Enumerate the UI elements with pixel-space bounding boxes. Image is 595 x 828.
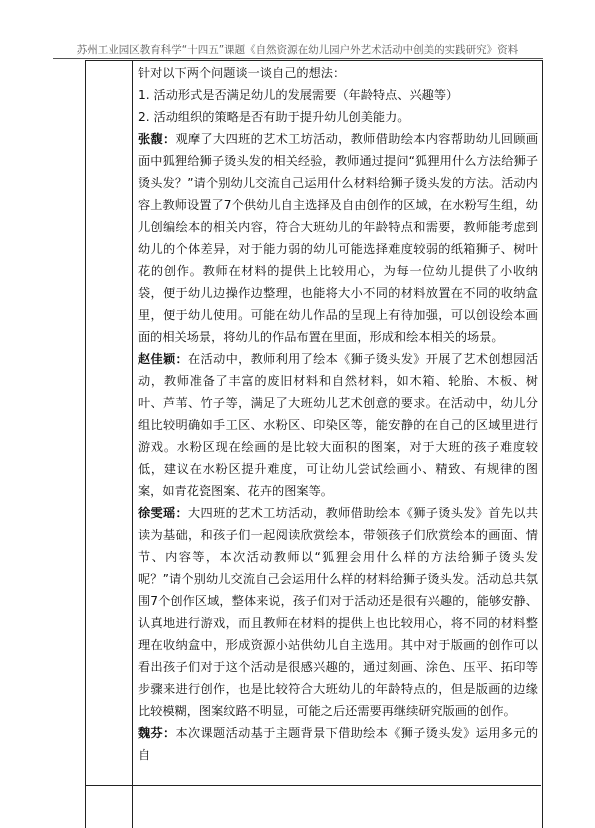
prompt-intro: 针对以下两个问题谈一谈自己的想法： bbox=[138, 66, 346, 80]
comment-paragraph bbox=[138, 722, 538, 766]
comment-text: 大四班的艺术工坊活动，教师借助绘本《狮子烫头发》首先以共读为基础，和孩子们一起阅读欣赏绘本，带领孩子们欣赏绘本的画面、情节、内容等，本次活动教师以“狐狸会用什么样的方法给狮子烫头发呢？”请个别幼儿交流自己会运用什么样的材料给狮子烫头发。活动总共氛围7个创作区域，整体来说，孩子们对于活动还是很有兴趣的，能够安静、认真地进行游戏，而且教师在材料的提供上也比较用心，将不同的材料整理在收纳盒中，形成资源小站供幼儿自主选用。其中对于版画的创作可以看出孩子们对于这个活动是很感兴趣的，通过刻画、涂色、压平、拓印等步骤来进行创作，也是比较符合大班幼儿的年龄特点的，但是版画的边缘比较模糊，图案纹路不明显，可能之后还需要再继续研究版画的创作。 bbox=[138, 506, 539, 718]
comment-paragraph bbox=[138, 128, 538, 348]
header-rule bbox=[53, 58, 543, 59]
comment-paragraph bbox=[138, 502, 538, 722]
speaker-name: 赵佳颖： bbox=[138, 352, 189, 366]
prompt-question-2: 2. 活动组织的策略是否有助于提升幼儿创美能力。 bbox=[138, 110, 410, 124]
comment-text: 观摩了大四班的艺术工坊活动，教师借助绘本内容帮助幼儿回顾画面中狐狸给狮子烫头发的相关经验，教师通过提问“狐狸用什么方法给狮子烫头发？”请个别幼儿交流自己运用什么材料给狮子烫头发的方法。活动内容上教师设置了7个供幼儿自主选择及自由创作的区域，在水粉写生组，幼儿创编绘本的相关内容，符合大班幼儿的年龄特点和需要，教师能考虑到幼儿的个体差异，对于能力弱的幼儿可能选择难度较弱的纸箱狮子、树叶花的创作。教师在材料的提供上比较用心，为每一位幼儿提供了小收纳袋，便于幼儿边操作边整理，也能将大小不同的材料放置在不同的收纳盒里，便于幼儿使用。可能在幼儿作品的呈现上有待加强，可以创设绘本画面的相关场景，将幼儿的作品布置在里面，形成和绘本相关的场景。 bbox=[138, 132, 539, 344]
speaker-name: 张馥： bbox=[138, 132, 176, 146]
document-header: 苏州工业园区教育科学“十四五”课题《自然资源在幼儿园户外艺术活动中创美的实践研究》资料 bbox=[76, 44, 519, 56]
comment-text: 在活动中，教师利用了绘本《狮子烫头发》开展了艺术创想园活动，教师准备了丰富的废旧材料和自然材料，如木箱、轮胎、木板、树叶、芦苇、竹子等，满足了大班幼儿艺术创意的要求。在活动中，幼儿分组比较明确如手工区、水粉区、印染区等，能安静的在自己的区域里进行游戏。水粉区现在绘画的是比较大面积的图案，对于大班的孩子难度较低，建议在水粉区提升难度，可让幼儿尝试绘画小、精致、有规律的图案，如青花瓷图案、花卉的图案等。 bbox=[138, 352, 539, 498]
speaker-name: 魏芬： bbox=[138, 726, 176, 740]
prompt-question-1: 1. 活动形式是否满足幼儿的发展需要（年龄特点、兴趣等） bbox=[138, 88, 459, 102]
speaker-name: 徐雯瑶： bbox=[138, 506, 189, 520]
comment-cell bbox=[138, 62, 538, 766]
comment-text: 本次课题活动基于主题背景下借助绘本《狮子烫头发》运用多元的自 bbox=[138, 726, 539, 762]
comment-paragraph bbox=[138, 348, 538, 502]
table-bottom-rule bbox=[85, 785, 541, 786]
table-column-divider bbox=[132, 61, 133, 828]
